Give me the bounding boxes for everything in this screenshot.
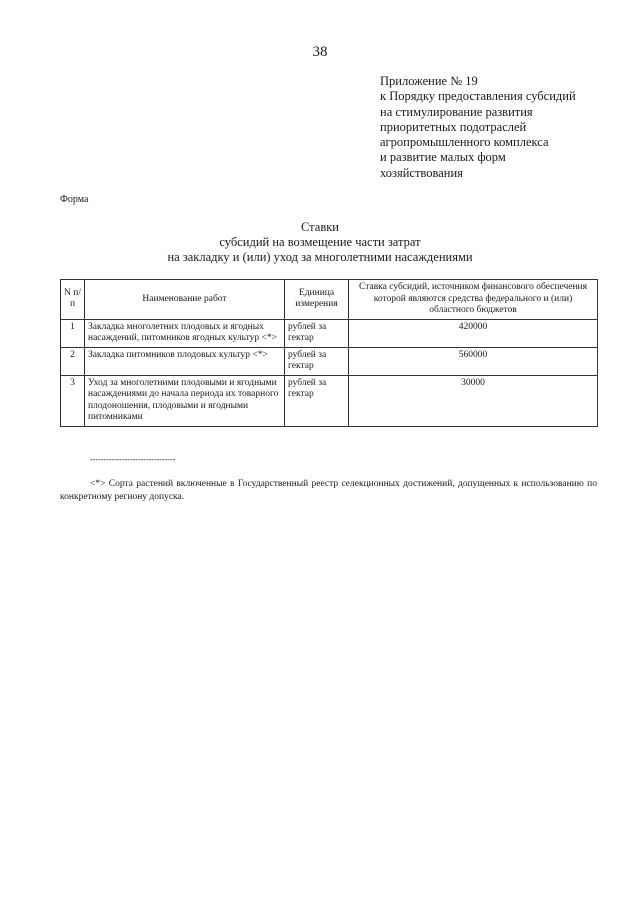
cell-unit: рублей за гектар (285, 375, 349, 426)
header-num: N п/п (61, 280, 85, 320)
header-name: Наименование работ (85, 280, 285, 320)
appendix-line: на стимулирование развития (380, 104, 533, 119)
appendix-line: приоритетных подотраслей (380, 119, 527, 134)
cell-unit: рублей за гектар (285, 347, 349, 375)
title-line: субсидий на возмещение части затрат (219, 235, 421, 249)
cell-num: 2 (61, 347, 85, 375)
cell-num: 1 (61, 319, 85, 347)
footnote-divider: -------------------------------- (90, 455, 176, 464)
page-number: 38 (312, 44, 328, 60)
footnote: <*> Сорта растений включенные в Государственный реестр селекционных достижений, допущенных к использованию по конкретному региону допуска. (60, 479, 597, 502)
document-title (0, 220, 640, 265)
cell-name: Уход за многолетними плодовыми и ягодными насаждениями до начала периода их товарного плодоношения, плодовыми и ягодными питомниками (85, 375, 285, 426)
form-label: Форма (60, 194, 89, 205)
cell-name: Закладка питомников плодовых культур <*> (85, 347, 285, 375)
cell-rate: 420000 (349, 319, 598, 347)
table-header-row (61, 280, 598, 320)
title-line: на закладку и (или) уход за многолетними насаждениями (167, 250, 473, 264)
cell-rate: 30000 (349, 375, 598, 426)
title-line: Ставки (300, 220, 339, 234)
cell-unit: рублей за гектар (285, 319, 349, 347)
header-rate: Ставка субсидий, источником финансового обеспечения которой являются средства федерального и (или) областного бюджетов (349, 280, 598, 320)
header-unit: Единица измерения (285, 280, 349, 320)
table-row (61, 319, 598, 347)
appendix-line: к Порядку предоставления субсидий (380, 89, 576, 104)
cell-rate: 560000 (349, 347, 598, 375)
appendix-line: Приложение № 19 (380, 74, 478, 88)
cell-name: Закладка многолетних плодовых и ягодных насаждений, питомников ягодных культур <*> (85, 319, 285, 347)
table-row (61, 375, 598, 426)
appendix-header (380, 74, 620, 181)
appendix-line: и развитие малых форм (380, 150, 506, 165)
appendix-line: хозяйствования (380, 165, 463, 180)
cell-num: 3 (61, 375, 85, 426)
table-row (61, 347, 598, 375)
rates-table (60, 279, 598, 427)
appendix-line: агропромышленного комплекса (380, 135, 549, 150)
